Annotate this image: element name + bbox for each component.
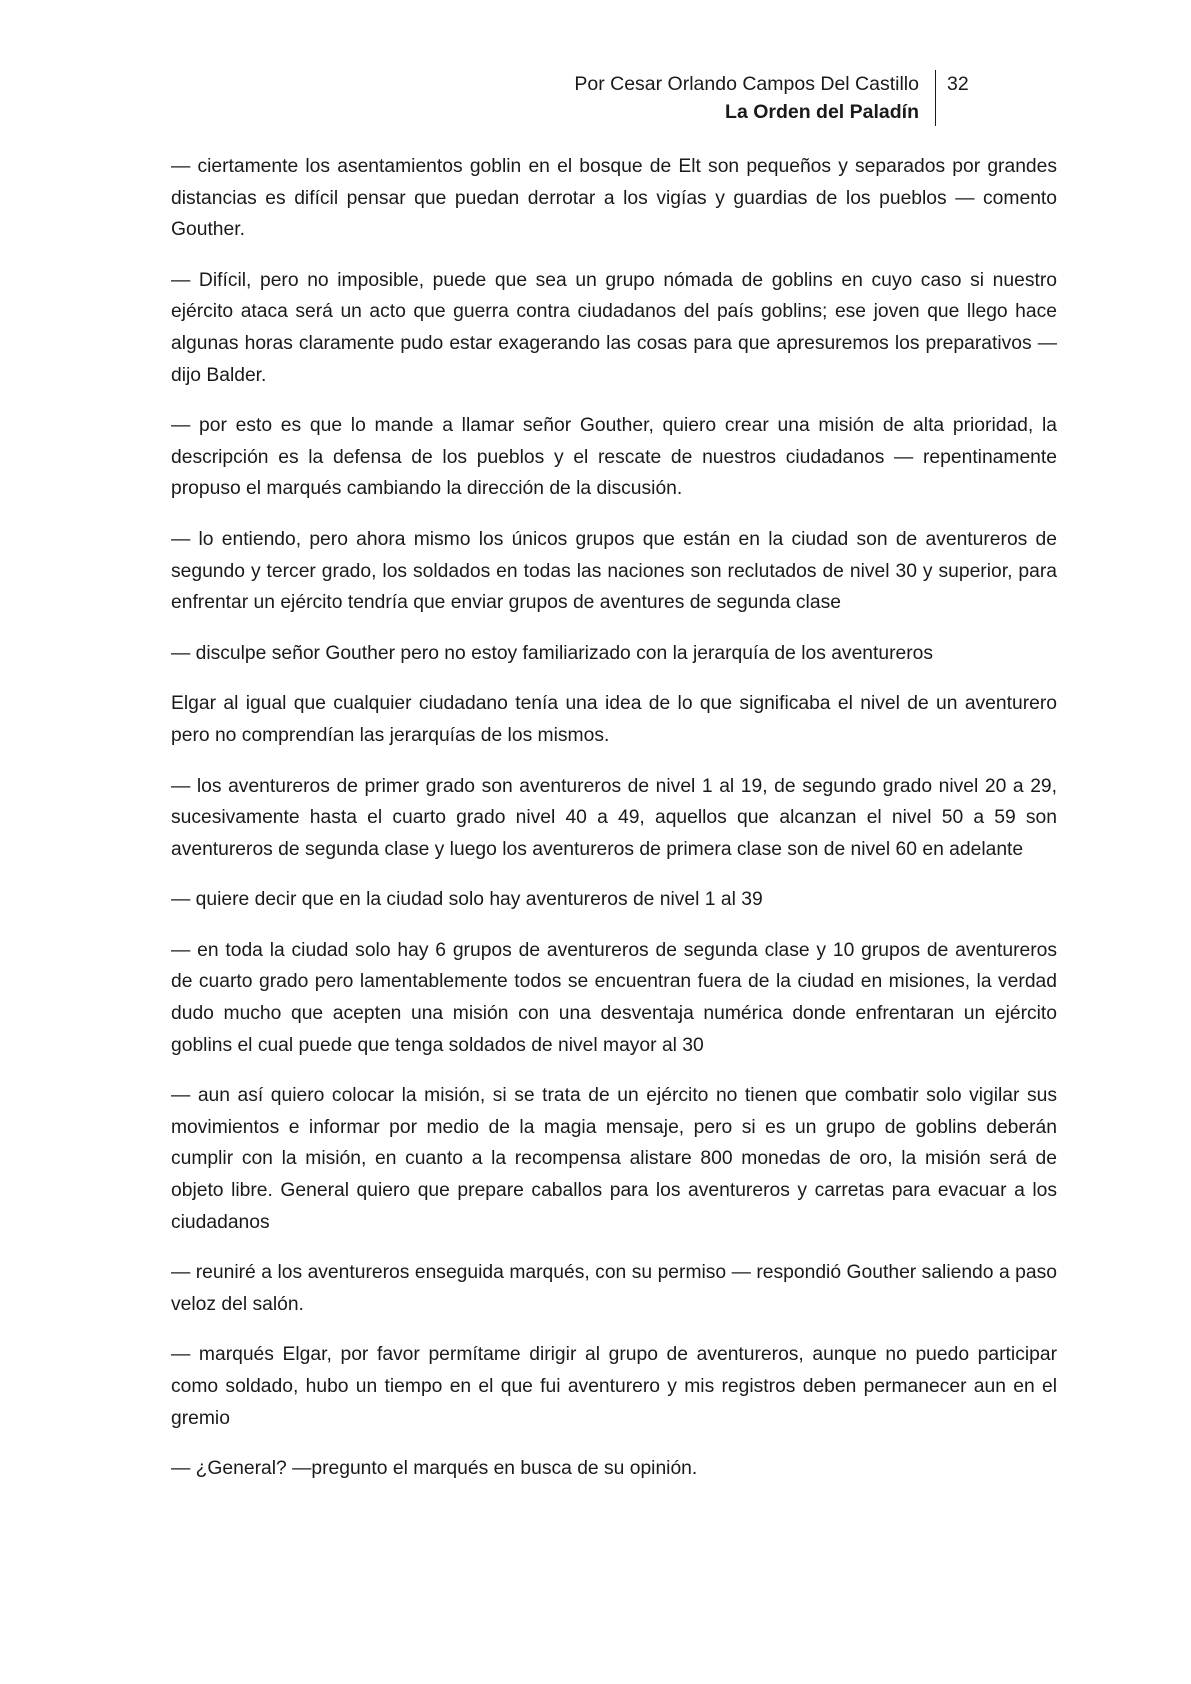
paragraph: — quiere decir que en la ciudad solo hay aventureros de nivel 1 al 39 [171,889,763,911]
paragraph: — en toda la ciudad solo hay 6 grupos de aventureros de segunda clase y 10 grupos de aventureros de cuarto grado pero lamentablemente todos se encuentran fuera de la ciudad en misiones, la verdad dudo mucho que acepten una misión con una desventaja numérica donde enfrentaran un ejército goblins el cual puede que tenga soldados de nivel mayor al 30 [171,939,1057,1056]
paragraph: — por esto es que lo mande a llamar señor Gouther, quiero crear una misión de alta prioridad, la descripción es la defensa de los pueblos y el rescate de nuestros ciudadanos — repentinamente propuso el marqués cambiando la dirección de la discusión. [171,415,1057,500]
paragraph: — lo entiendo, pero ahora mismo los únicos grupos que están en la ciudad son de aventureros de segundo y tercer grado, los soldados en todas las naciones son reclutados de nivel 30 y superior, para enfrentar un ejército tendría que enviar grupos de aventures de segunda clase [171,528,1057,614]
paragraph: — reuniré a los aventureros enseguida marqués, con su permiso — respondió Gouther saliendo a paso veloz del salón. [171,1262,1057,1315]
paragraph: — ciertamente los asentamientos goblin en el bosque de Elt son pequeños y separados por grandes distancias es difícil pensar que puedan derrotar a los vigías y guardias de los pueblos — comento Gouther. [171,156,1057,241]
page-number: 32 [947,73,969,95]
page-body [171,151,1057,1504]
header-text-block [574,70,919,126]
paragraph: — los aventureros de primer grado son aventureros de nivel 1 al 19, de segundo grado nivel 20 a 29, sucesivamente hasta el cuarto grado nivel 40 a 49, aquellos que alcanzan el nivel 50 a 59 son aventureros de segunda clase y luego los aventureros de primera clase son de nivel 60 en adelante [171,775,1057,860]
header-divider [935,70,937,126]
paragraph: — disculpe señor Gouther pero no estoy familiarizado con la jerarquía de los aventureros [171,642,934,664]
header-book-title: La Orden del Paladín [725,101,919,123]
paragraph: Elgar al igual que cualquier ciudadano tenía una idea de lo que significaba el nivel de un aventurero pero no comprendían las jerarquías de los mismos. [171,693,1057,746]
paragraph: — Difícil, pero no imposible, puede que sea un grupo nómada de goblins en cuyo caso si nuestro ejército ataca será un acto que guerra contra ciudadanos del país goblins; ese joven que llego hace algunas horas claramente pudo estar exagerando las cosas para que apresuremos los preparativos — dijo Balder. [171,269,1057,386]
paragraph: — aun así quiero colocar la misión, si se trata de un ejército no tienen que combatir solo vigilar sus movimientos e informar por medio de la magia mensaje, pero si es un grupo de goblins deberán cumplir con la misión, en cuanto a la recompensa alistare 800 monedas de oro, la misión será de objeto libre. General quiero que prepare caballos para los aventureros y carretas para evacuar a los ciudadanos [171,1085,1057,1233]
paragraph: — ¿General? —pregunto el marqués en busca de su opinión. [171,1458,698,1480]
header-author: Por Cesar Orlando Campos Del Castillo [574,73,919,95]
page-header [469,70,1069,126]
paragraph: — marqués Elgar, por favor permítame dirigir al grupo de aventureros, aunque no puedo participar como soldado, hubo un tiempo en el que fui aventurero y mis registros deben permanecer aun en el gremio [171,1344,1057,1429]
